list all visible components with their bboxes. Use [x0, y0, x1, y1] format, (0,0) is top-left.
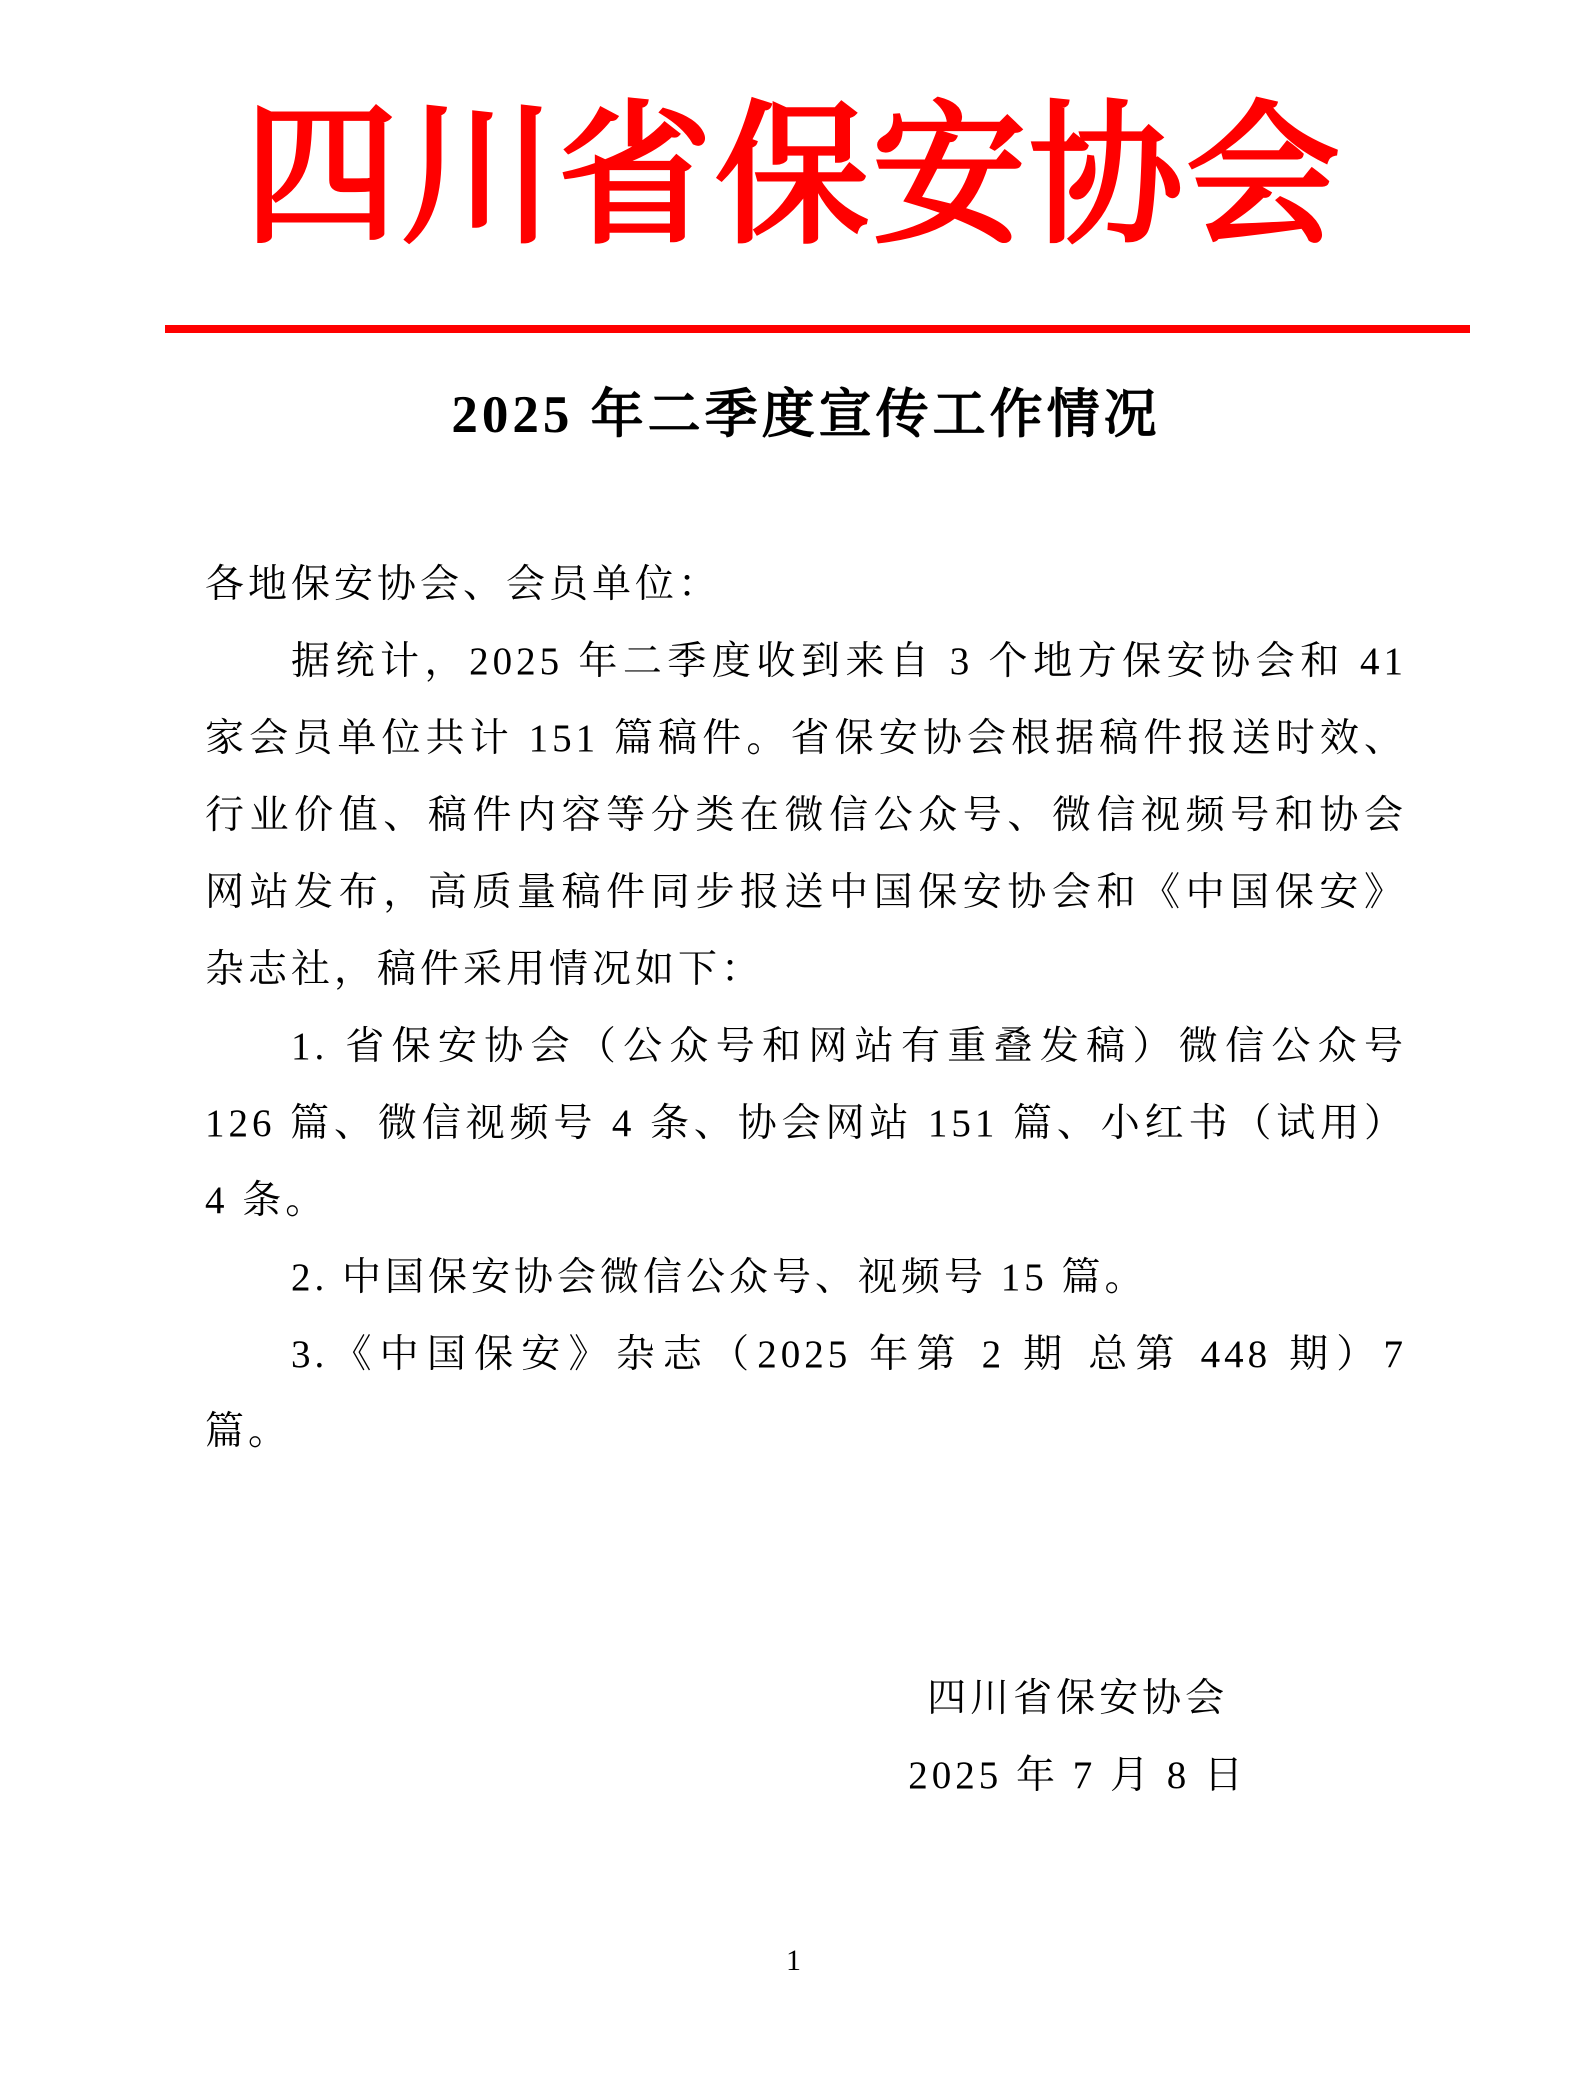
- signature-block: [205, 1660, 1407, 1814]
- document-content: [0, 379, 1587, 1814]
- page-number: 1: [786, 1944, 801, 1977]
- salutation-line: 各地保安协会、会员单位：: [205, 563, 722, 606]
- body-paragraph-1: 据统计，2025 年二季度收到来自 3 个地方保安协会和 41 家会员单位共计 151 篇稿件。省保安协会根据稿件报送时效、行业价值、稿件内容等分类在微信公众号、微信视频号和协会网站发布，高质量稿件同步报送中国保安协会和《中国保安》杂志社，稿件采用情况如下：: [205, 640, 1407, 991]
- document-title: 2025 年二季度宣传工作情况: [451, 386, 1161, 444]
- document-body: [205, 546, 1407, 1470]
- signature-org: 四川省保安协会: [927, 1677, 1229, 1720]
- org-header-title: 四川省保安协会: [243, 93, 1343, 263]
- body-paragraph-2: 1. 省保安协会（公众号和网站有重叠发稿）微信公众号 126 篇、微信视频号 4 条、协会网站 151 篇、小红书（试用）4 条。: [205, 1025, 1407, 1222]
- signature-date: 2025 年 7 月 8 日: [908, 1754, 1247, 1797]
- body-paragraph-4: 3.《中国保安》杂志（2025 年第 2 期 总第 448 期）7 篇。: [205, 1333, 1407, 1453]
- body-paragraph-3: 2. 中国保安协会微信公众号、视频号 15 篇。: [291, 1256, 1148, 1299]
- header-divider: [165, 325, 1470, 333]
